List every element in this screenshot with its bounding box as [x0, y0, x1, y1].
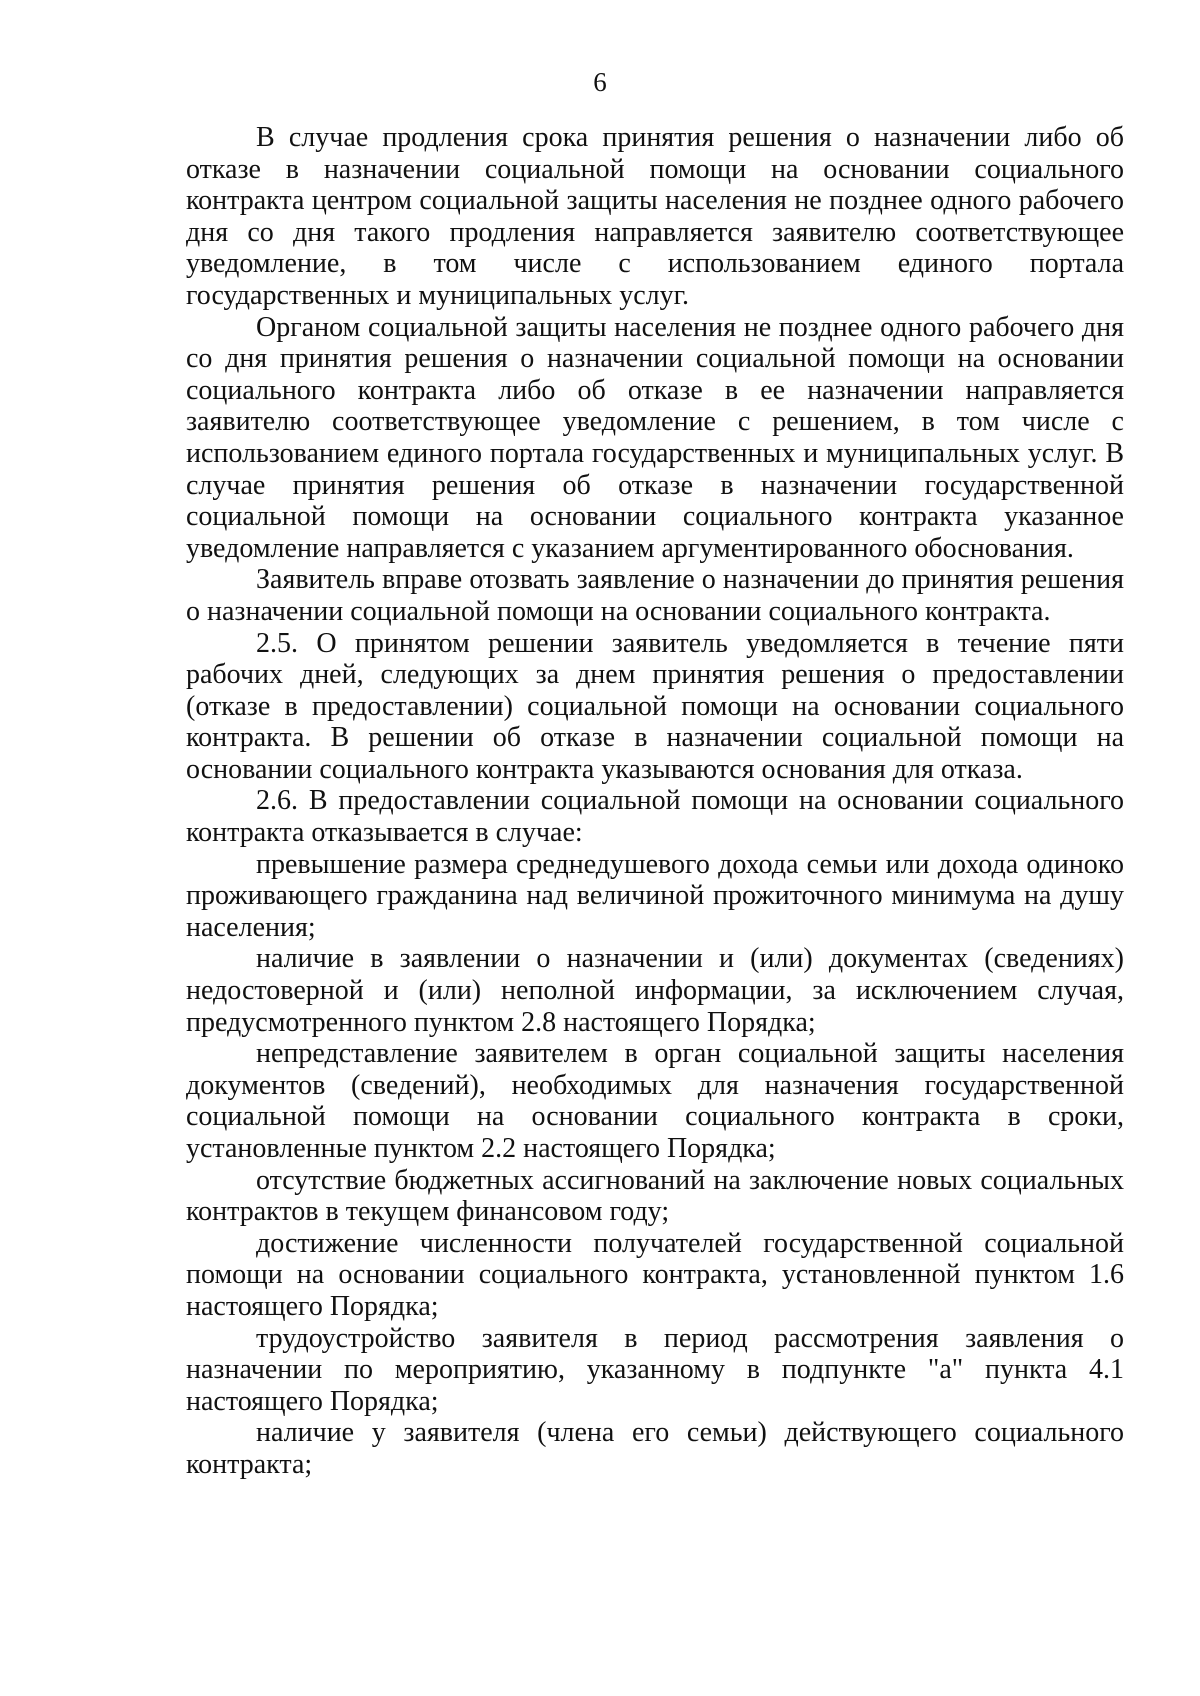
- paragraph-withdrawal: Заявитель вправе отозвать заявление о назначении до принятия решения о назначении социальной помощи на основании социального контракта.: [186, 564, 1124, 627]
- list-item-false-information: наличие в заявлении о назначении и (или) документах (сведениях) недостоверной и (или) неполной информации, за исключением случая, предусмотренного пунктом 2.8 настоящего Порядка;: [186, 943, 1124, 1038]
- paragraph-decision-notice: Органом социальной защиты населения не позднее одного рабочего дня со дня принятия решения о назначении социальной помощи на основании социального контракта либо об отказе в ее назначении направляется заявителю соответствующее уведомление с решением, в том числе с использованием единого портала государственных и муниципальных услуг. В случае принятия решения об отказе в назначении государственной социальной помощи на основании социального контракта указанное уведомление направляется с указанием аргументированного обоснования.: [186, 311, 1124, 564]
- page-number: 6: [593, 67, 607, 97]
- list-item-no-budget: отсутствие бюджетных ассигнований на заключение новых социальных контрактов в текущем финансовом году;: [186, 1164, 1124, 1228]
- list-item-income-excess: превышение размера среднедушевого дохода семьи или дохода одиноко проживающего гражданина над величиной прожиточного минимума на душу населения;: [186, 848, 1124, 943]
- list-item-missing-documents: непредставление заявителем в орган социальной защиты населения документов (сведений), необходимых для назначения государственной социальной помощи на основании социального контракта в сроки, установленные пунктом 2.2 настоящего Порядка;: [186, 1038, 1124, 1164]
- paragraph-2-6: 2.6. В предоставлении социальной помощи на основании социального контракта отказывается в случае:: [186, 785, 1124, 849]
- paragraph-2-5: 2.5. О принятом решении заявитель уведомляется в течение пяти рабочих дней, следующих за днем принятия решения о предоставлении (отказе в предоставлении) социальной помощи на основании социального контракта. В решении об отказе в назначении социальной помощи на основании социального контракта указываются основания для отказа.: [186, 627, 1124, 785]
- list-item-employment: трудоустройство заявителя в период рассмотрения заявления о назначении по мероприятию, указанному в подпункте "а" пункта 4.1 настоящего Порядка;: [186, 1322, 1124, 1417]
- document-body: [186, 122, 1124, 1481]
- paragraph-extension-notice: В случае продления срока принятия решения о назначении либо об отказе в назначении социальной помощи на основании социального контракта центром социальной защиты населения не позднее одного рабочего дня со дня такого продления направляется заявителю соответствующее уведомление, в том числе с использованием единого портала государственных и муниципальных услуг.: [186, 122, 1124, 311]
- list-item-recipient-limit: достижение численности получателей государственной социальной помощи на основании социального контракта, установленной пунктом 1.6 настоящего Порядка;: [186, 1227, 1124, 1322]
- list-item-active-contract: наличие у заявителя (члена его семьи) действующего социального контракта;: [186, 1417, 1124, 1480]
